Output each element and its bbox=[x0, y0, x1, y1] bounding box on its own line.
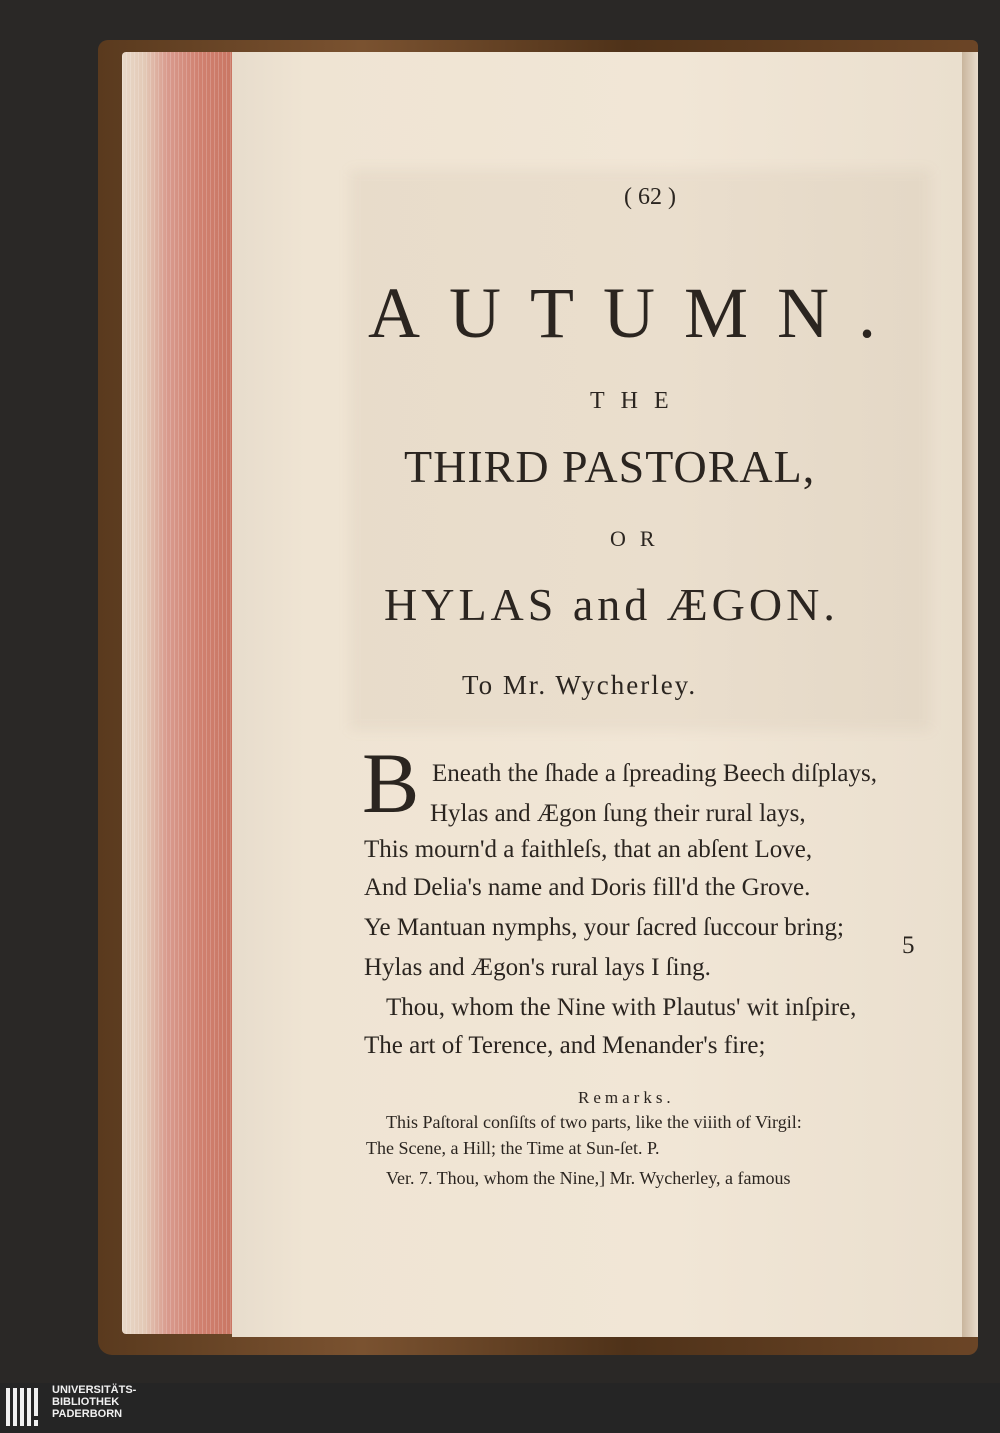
note-line: This Paſtoral conſiſts of two parts, like the viiith of Virgil: bbox=[386, 1112, 802, 1132]
library-name-line: PADERBORN bbox=[52, 1408, 123, 1420]
verse-line: Thou, whom the Nine with Plautus' wit inſpire, bbox=[386, 994, 857, 1021]
page-number: ( 62 ) bbox=[624, 184, 676, 210]
dedication: To Mr. Wycherley. bbox=[462, 670, 698, 700]
library-name-line: UNIVERSITÄTS- bbox=[52, 1384, 137, 1396]
title-the: THE bbox=[590, 388, 685, 414]
page-title: AUTUMN. bbox=[368, 273, 905, 353]
verse-line: Hylas and Ægon ſung their rural lays, bbox=[430, 800, 806, 827]
library-logo-icon bbox=[6, 1388, 46, 1426]
library-name bbox=[52, 1384, 136, 1420]
line-number: 5 bbox=[902, 932, 915, 959]
verse-line: The art of Terence, and Menander's fire; bbox=[364, 1032, 766, 1059]
verse-line: Hylas and Ægon's rural lays I ſing. bbox=[364, 954, 711, 981]
verse-line: This mourn'd a faithleſs, that an abſent Love, bbox=[364, 836, 813, 863]
note-line: Ver. 7. Thou, whom the Nine,] Mr. Wycherley, a famous bbox=[386, 1168, 791, 1188]
drop-cap: B bbox=[362, 735, 420, 831]
library-name-line: BIBLIOTHEK bbox=[52, 1396, 120, 1408]
facing-page-strip bbox=[962, 52, 978, 1337]
note-line: The Scene, a Hill; the Time at Sun-ſet. P. bbox=[366, 1138, 660, 1158]
verse-line: Eneath the ſhade a ſpreading Beech diſplays, bbox=[432, 760, 877, 787]
page-edges bbox=[122, 52, 234, 1334]
title-or: OR bbox=[610, 526, 669, 551]
verse-line: And Delia's name and Doris fill'd the Grove. bbox=[364, 874, 811, 901]
subtitle: THIRD PASTORAL, bbox=[404, 441, 816, 492]
remarks-heading: Remarks. bbox=[578, 1088, 675, 1107]
verse-line: Ye Mantuan nymphs, your ſacred ſuccour bring; bbox=[364, 914, 845, 941]
alt-title: HYLAS and ÆGON. bbox=[384, 579, 839, 630]
library-footer bbox=[0, 1383, 1000, 1433]
